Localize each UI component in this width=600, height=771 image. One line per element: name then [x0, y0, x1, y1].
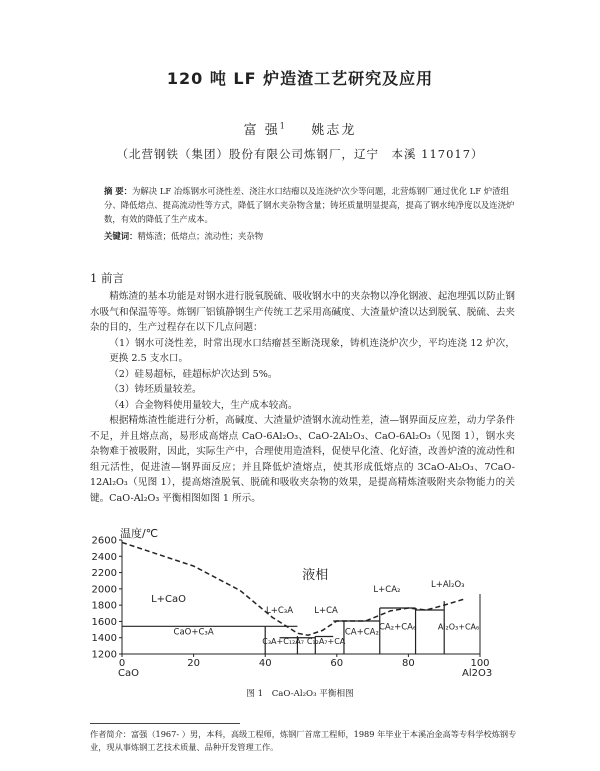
author-footnote-mark: 1 [279, 121, 287, 131]
phase-label-liquid: 液相 [302, 568, 329, 584]
list-item-1: （1）钢水可浇性差，时常出现水口结瘤甚至断浇现象，铸机连浇炉次少，平均连浇 12 炉次，更换 2.5 支水口。 [109, 337, 515, 364]
paragraph-analysis: 根据精炼渣性能进行分析，高碱度、大渣量炉渣钢水流动性差，渣—钢界面反应差，动力学条件不足，并且熔点高，易形成高熔点 CaO-6Al₂O₃、CaO-2Al₂O₃、CaO-6Al₂O₃（见图 1），钢水夹杂物难于被吸附，因此，实际生产中，合理使用造渣料，促使早化渣、化好渣，改善炉渣的流动性和组元活性，促进渣—钢界面反应；并且降低炉渣熔点，使其形成低熔点的 3CaO-Al₂O₃、7CaO-12Al₂O₃（见图 1），提高熔渣脱氧、脱硫和吸收夹杂物的效果，是提高精炼渣吸附夹杂物能力的关键。CaO-Al₂O₃ 平衡相图如图 1 所示。 [90, 415, 515, 504]
phase-label-al2o3-ca6: Al₂O₃+CA₆ [437, 622, 480, 632]
phase-label-ca2-ca6: CA₂+CA₆ [378, 622, 417, 633]
y-tick-label: 2200 [91, 568, 117, 580]
list-item-2: （2）硅易超标，硅超标炉次达到 5%。 [109, 368, 278, 380]
phase-label-l-ca: L+CA [314, 605, 338, 616]
abstract-label: 摘 要： [104, 186, 133, 196]
keywords-text: 精炼渣；低熔点；流动性；夹杂物 [137, 231, 264, 241]
x-tick-label: 40 [258, 658, 272, 669]
phase-label-cao-c3a: CaO+C₃A [173, 627, 214, 638]
list-item-3: （3）铸坯质量较差。 [109, 384, 202, 395]
x-axis-label-cao: CaO [118, 668, 139, 679]
phase-label-ca-ca2: CA+CA₂ [344, 627, 379, 638]
y-axis-label: 温度/℃ [120, 527, 159, 540]
keywords [104, 230, 524, 242]
y-tick-label: 1600 [91, 616, 117, 628]
y-tick-label: 1200 [91, 649, 117, 661]
y-tick-label: 2600 [91, 535, 117, 547]
x-tick-label: 0 [118, 658, 126, 669]
abstract [104, 184, 524, 226]
phase-diagram-chart [80, 524, 500, 682]
author-2: 姚志龙 [311, 123, 357, 138]
paragraph-intro: 精炼渣的基本功能是对钢水进行脱氧脱硫、吸收钢水中的夹杂物以净化钢液、起泡埋弧以防止钢水吸气和保温等等。炼钢厂铝镇静钢生产传统工艺采用高碱度、大渣量炉渣以达到脱氧、脱硫、去夹杂的目的，生产过程存在以下几点问题： [90, 291, 515, 333]
paper-title: 120 吨 LF 炉造渣工艺研究及应用 [166, 69, 434, 88]
author-1: 富 强 [243, 123, 280, 138]
phase-label-c12a7-ca: C₁₂A₇+CA [306, 637, 346, 647]
x-tick-label: 100 [470, 658, 490, 669]
body-text [90, 289, 515, 506]
y-tick-label: 2400 [91, 551, 117, 563]
abstract-text: 为解决 LF 冶炼钢水可浇性差、浇注水口结瘤以及连浇炉次少等问题，北营炼钢厂通过优化 LF 炉渣组分、降低熔点、提高流动性等方式，降低了钢水夹杂物含量；铸坯质量明显提高，提高了钢水纯净度以及连浇炉数，有效的降低了生产成本。 [104, 186, 515, 224]
phase-label-l-ca2: L+CA₂ [373, 585, 401, 596]
section-heading: 1 前言 [90, 271, 124, 285]
x-axis-label-al2o3: Al2O3 [462, 668, 493, 679]
phase-label-l-al2o3: L+Al₂O₃ [431, 579, 465, 590]
affiliation: （北营钢铁（集团）股份有限公司炼钢厂，辽宁 本溪 117017） [116, 147, 484, 161]
figure-caption: 图 1 CaO-Al₂O₃ 平衡相图 [246, 689, 354, 699]
list-item-4: （4）合金物料使用量较大，生产成本较高。 [109, 399, 298, 411]
x-tick-label: 60 [330, 658, 344, 669]
y-tick-label: 2000 [91, 584, 117, 596]
phase-label-l-c3a: L+C₃A [266, 605, 294, 616]
x-tick-label: 20 [187, 658, 200, 669]
phase-label-l-cao: L+CaO [151, 593, 187, 605]
y-tick-label: 1400 [91, 633, 117, 645]
footnote-rule [90, 723, 240, 724]
author-line [0, 119, 600, 138]
y-tick-label: 1800 [91, 600, 117, 612]
footnote: 作者简介：富强（1967- ）男，本科，高级工程师，炼钢厂首席工程师，1989 年毕业于本溪冶金高等专科学校炼钢专业，现从事炼钢工艺技术质量、品种开发管理工作。 [90, 729, 517, 752]
liquidus-curve [122, 542, 466, 638]
keywords-label: 关键词： [104, 231, 138, 241]
phase-label-c3a-c12a7: C₃A+C₁₂A₇ [262, 637, 304, 647]
x-tick-label: 80 [402, 658, 415, 669]
